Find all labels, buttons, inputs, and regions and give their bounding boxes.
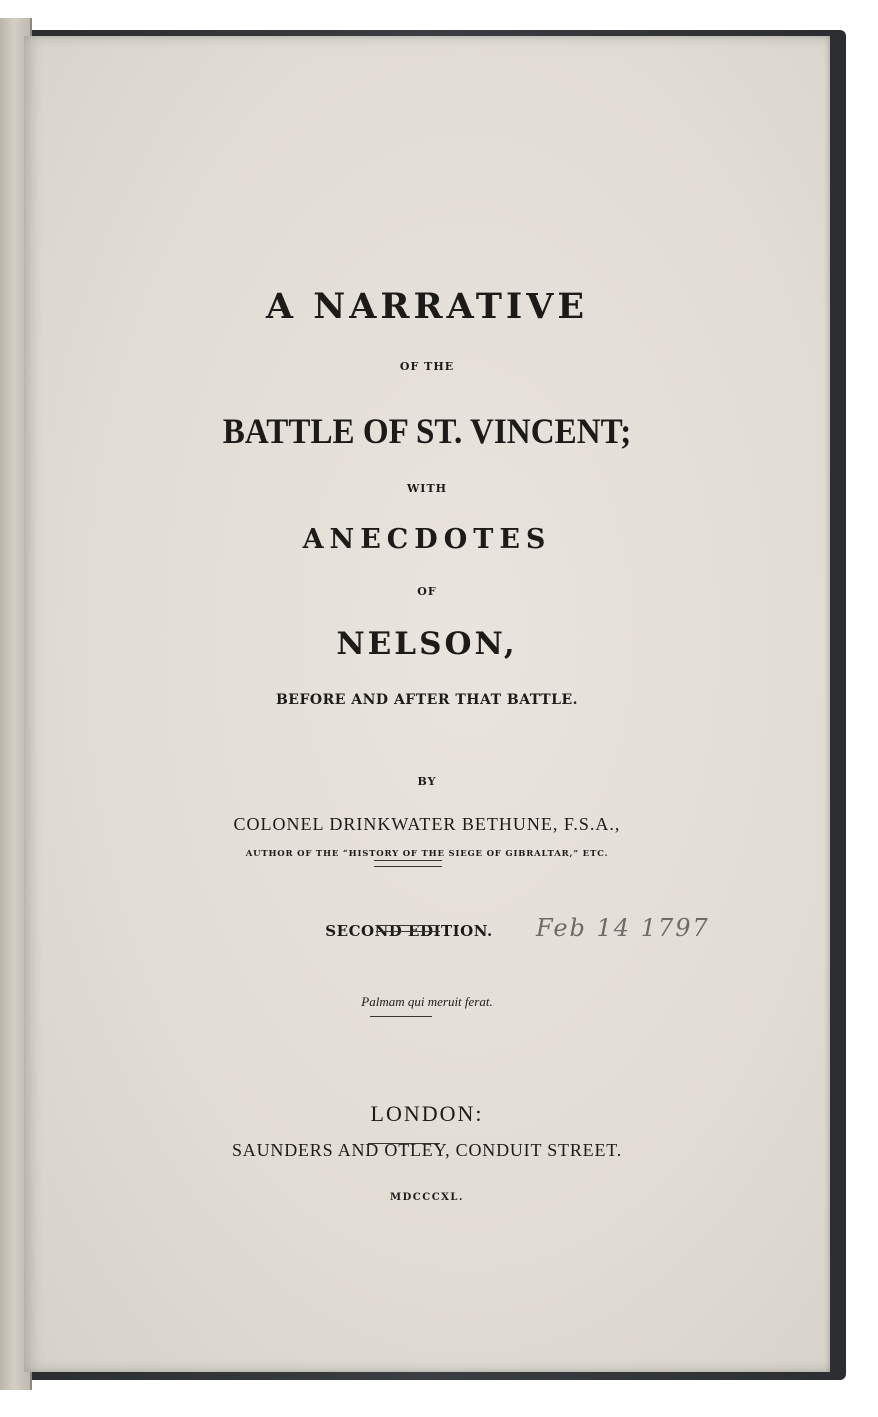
- edition-statement: SECOND EDITION.: [325, 922, 493, 940]
- double-rule-bottom: [376, 925, 440, 932]
- title-line-of: OF: [417, 585, 437, 598]
- title-line-anecdotes: ANECDOTES: [302, 524, 552, 555]
- author-name: COLONEL DRINKWATER BETHUNE, F.S.A.,: [233, 814, 621, 834]
- imprint-place: LONDON:: [370, 1101, 484, 1126]
- rule-after-motto: [370, 1016, 432, 1017]
- imprint-publisher: SAUNDERS AND OTLEY, CONDUIT STREET.: [231, 1140, 622, 1160]
- title-line-of-the: OF THE: [399, 360, 455, 373]
- handwritten-annotation: Feb 14 1797: [536, 914, 710, 942]
- title-line-battle: BATTLE OF ST. VINCENT;: [222, 411, 632, 451]
- title-line-narrative: A NARRATIVE: [265, 286, 589, 327]
- title-line-nelson: NELSON,: [336, 626, 518, 662]
- imprint-date: MDCCCXL.: [390, 1192, 464, 1203]
- rule-before-date: [368, 1143, 440, 1144]
- title-line-before-after: BEFORE AND AFTER THAT BATTLE.: [275, 692, 579, 708]
- title-page: [24, 36, 830, 1372]
- by-line: BY: [417, 775, 437, 788]
- author-credentials: AUTHOR OF THE “HISTORY OF THE SIEGE OF GIBRALTAR,” ETC.: [245, 849, 609, 859]
- title-line-with: WITH: [406, 482, 448, 495]
- double-rule-top: [374, 860, 442, 867]
- motto: Palmam qui meruit ferat.: [361, 994, 493, 1009]
